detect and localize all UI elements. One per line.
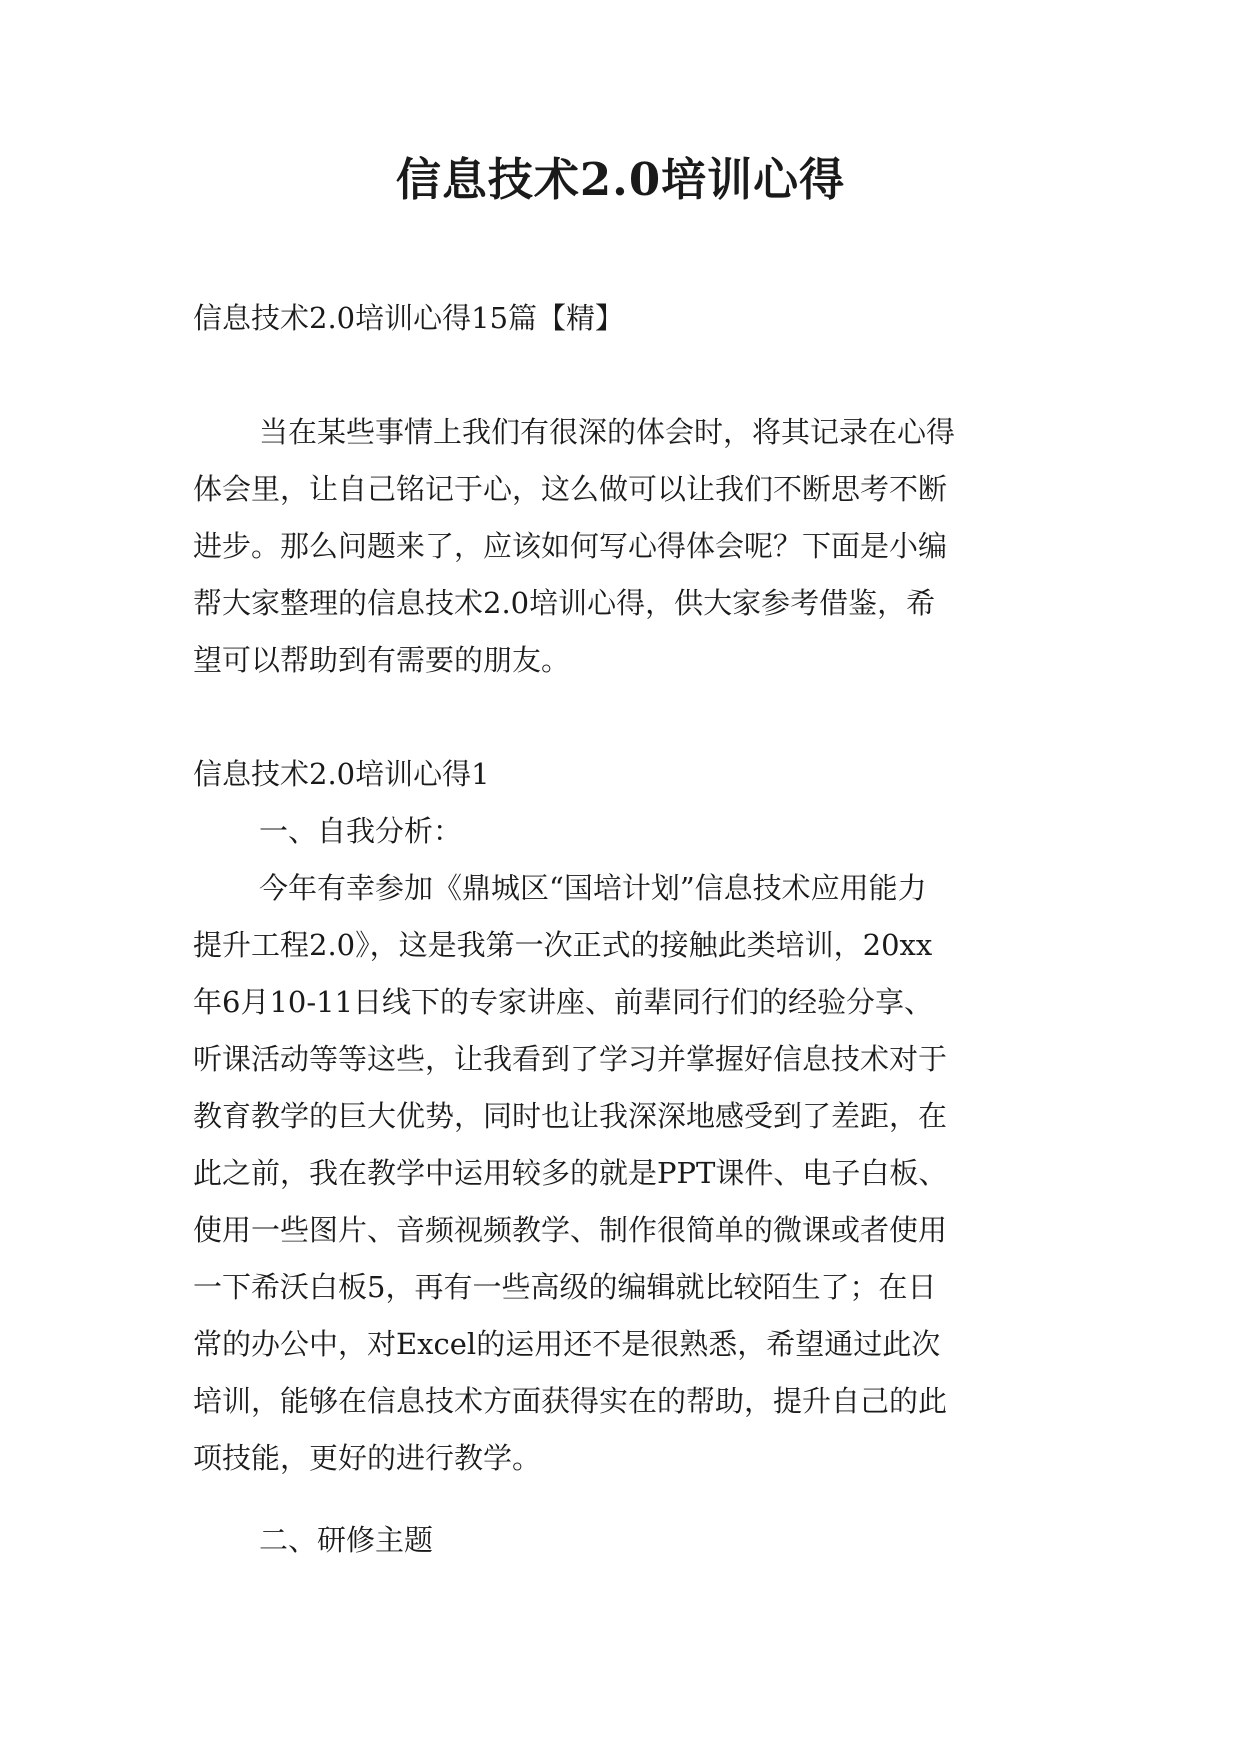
- paragraph-line: 教育教学的巨大优势，同时也让我深深地感受到了差距，在: [193, 1099, 948, 1133]
- paragraph-line: 项技能，更好的进行教学。: [193, 1441, 542, 1475]
- intro-line: 进步。那么问题来了，应该如何写心得体会呢？下面是小编: [193, 529, 948, 563]
- paragraph-line: 常的办公中，对Excel的运用还不是很熟悉，希望通过此次: [193, 1327, 941, 1361]
- section-heading: 信息技术2.0培训心得1: [193, 757, 490, 791]
- document-subtitle: 信息技术2.0培训心得15篇【精】: [193, 301, 625, 335]
- paragraph-line: 年6月10-11日线下的专家讲座、前辈同行们的经验分享、: [193, 985, 934, 1019]
- part-heading: 一、自我分析：: [259, 814, 463, 848]
- paragraph-line: 一下希沃白板5，再有一些高级的编辑就比较陌生了；在日: [193, 1270, 937, 1304]
- paragraph-line: 培训，能够在信息技术方面获得实在的帮助，提升自己的此: [193, 1384, 948, 1418]
- intro-line: 望可以帮助到有需要的朋友。: [193, 643, 571, 677]
- part-heading: 二、研修主题: [259, 1523, 434, 1557]
- intro-line: 当在某些事情上我们有很深的体会时，将其记录在心得: [259, 415, 956, 449]
- paragraph-line: 使用一些图片、音频视频教学、制作很简单的微课或者使用: [193, 1213, 948, 1247]
- paragraph-line: 听课活动等等这些，让我看到了学习并掌握好信息技术对于: [193, 1042, 948, 1076]
- paragraph-line: 此之前，我在教学中运用较多的就是PPT课件、电子白板、: [193, 1156, 948, 1190]
- intro-line: 帮大家整理的信息技术2.0培训心得，供大家参考借鉴，希: [193, 586, 936, 620]
- paragraph-line: 提升工程2.0》，这是我第一次正式的接触此类培训，20xx: [193, 928, 933, 962]
- intro-line: 体会里，让自己铭记于心，这么做可以让我们不断思考不断: [193, 472, 948, 506]
- document-title: 信息技术2.0培训心得: [395, 153, 846, 206]
- paragraph-line: 今年有幸参加《鼎城区“国培计划”信息技术应用能力: [259, 871, 927, 905]
